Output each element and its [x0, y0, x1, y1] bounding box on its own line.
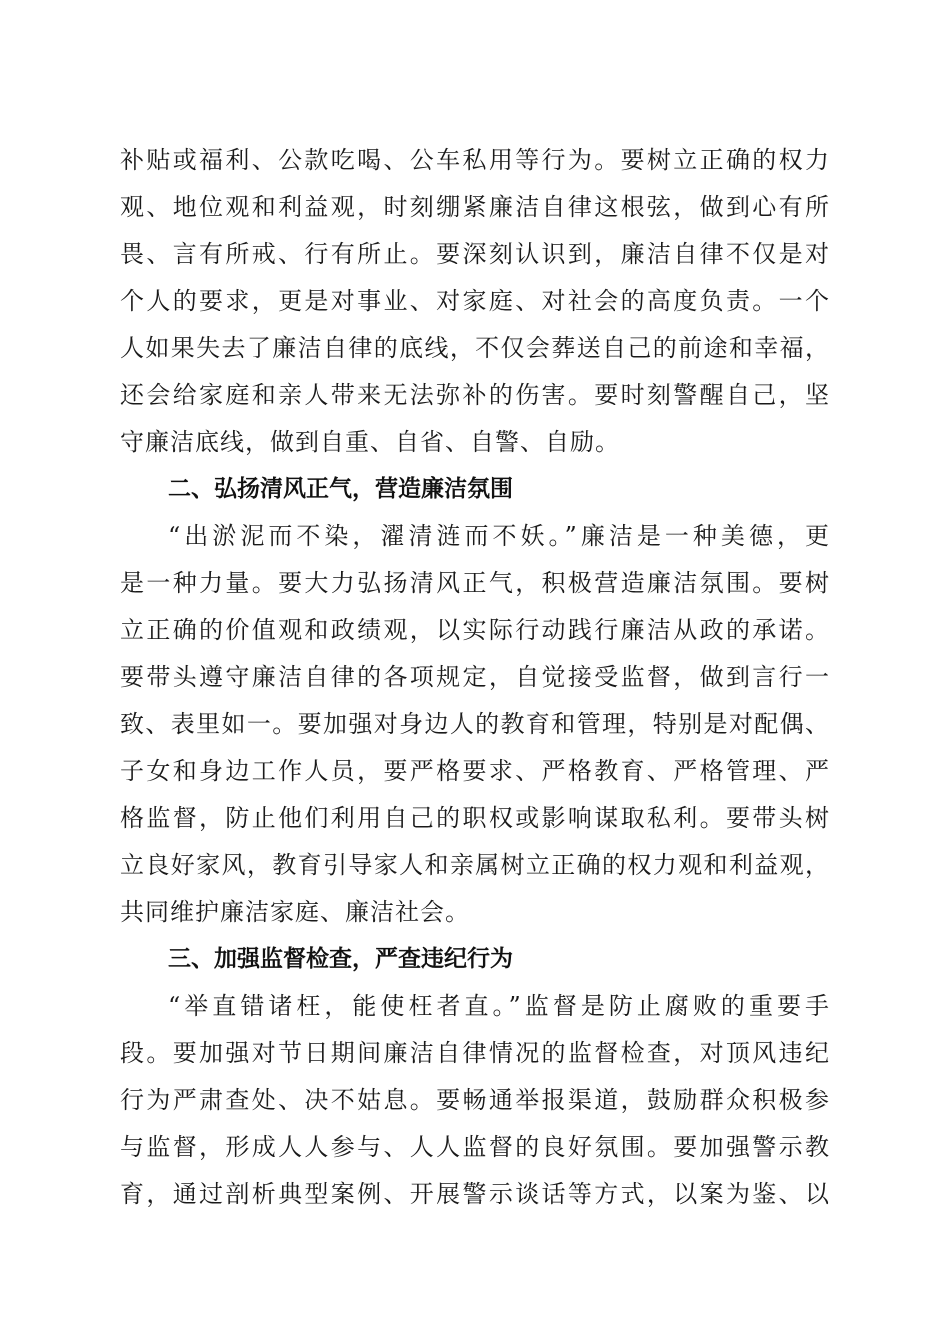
paragraph-line: “出淤泥而不染，濯清涟而不妖。”廉洁是一种美德，更 — [168, 522, 830, 550]
paragraph-line: 是一种力量。要大力弘扬清风正气，积极营造廉洁氛围。要树 — [120, 569, 830, 597]
paragraph-line: 守廉洁底线，做到自重、自省、自警、自励。 — [120, 428, 620, 456]
paragraph-line: 行为严肃查处、决不姑息。要畅通举报渠道，鼓励群众积极参 — [120, 1086, 830, 1114]
paragraph-line: 观、地位观和利益观，时刻绷紧廉洁自律这根弦，做到心有所 — [120, 193, 830, 221]
paragraph-line: 立正确的价值观和政绩观，以实际行动践行廉洁从政的承诺。 — [120, 616, 830, 644]
paragraph-line: 个人的要求，更是对事业、对家庭、对社会的高度负责。一个 — [120, 287, 830, 315]
paragraph-line: 段。要加强对节日期间廉洁自律情况的监督检查，对顶风违纪 — [120, 1039, 830, 1067]
paragraph-line: 畏、言有所戒、行有所止。要深刻认识到，廉洁自律不仅是对 — [120, 240, 830, 268]
paragraph-line: 与监督，形成人人参与、人人监督的良好氛围。要加强警示教 — [120, 1133, 830, 1161]
paragraph-line: 还会给家庭和亲人带来无法弥补的伤害。要时刻警醒自己，坚 — [120, 381, 830, 409]
document-body — [120, 137, 830, 1218]
paragraph-line: “举直错诸枉，能使枉者直。”监督是防止腐败的重要手 — [168, 992, 830, 1020]
paragraph-line: 人如果失去了廉洁自律的底线，不仅会葬送自己的前途和幸福， — [120, 334, 830, 362]
paragraph-line: 格监督，防止他们利用自己的职权或影响谋取私利。要带头树 — [120, 804, 830, 832]
section-heading: 三、加强监督检查，严查违纪行为 — [168, 946, 513, 972]
section-heading: 二、弘扬清风正气，营造廉洁氛围 — [168, 476, 513, 502]
paragraph-line: 致、表里如一。要加强对身边人的教育和管理，特别是对配偶、 — [120, 710, 830, 738]
paragraph-line: 子女和身边工作人员，要严格要求、严格教育、严格管理、严 — [120, 757, 830, 785]
paragraph-line: 立良好家风，教育引导家人和亲属树立正确的权力观和利益观， — [120, 851, 830, 879]
paragraph-line: 补贴或福利、公款吃喝、公车私用等行为。要树立正确的权力 — [120, 146, 830, 174]
paragraph-line: 要带头遵守廉洁自律的各项规定，自觉接受监督，做到言行一 — [120, 663, 830, 691]
paragraph-line: 育，通过剖析典型案例、开展警示谈话等方式，以案为鉴、以 — [120, 1180, 830, 1208]
paragraph-line: 共同维护廉洁家庭、廉洁社会。 — [120, 898, 470, 926]
